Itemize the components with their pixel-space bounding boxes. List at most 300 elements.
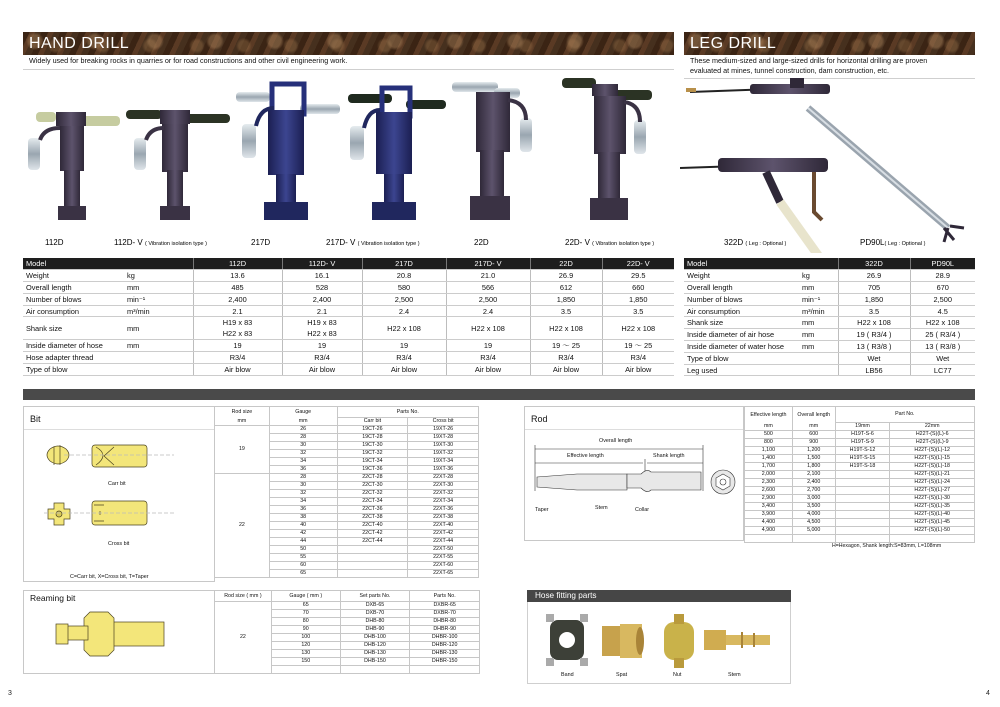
overall-cell: 2,400 <box>792 479 835 487</box>
effective-cell: 1,100 <box>745 447 793 455</box>
overall-cell: 3,000 <box>792 495 835 503</box>
spec-value: Wet <box>910 352 975 364</box>
p19-cell: H19T-S-6 <box>835 431 890 439</box>
spec-label: Inside diameter of hose <box>23 340 125 352</box>
drill-22d-v-image <box>562 78 652 220</box>
overall-length-label: Overall length <box>599 438 633 444</box>
spec-label: Air consumption <box>684 305 800 317</box>
spec-value: 13.6 <box>193 270 282 282</box>
hand-drill-title: HAND DRILL <box>29 35 130 52</box>
overall-cell: 1,800 <box>792 463 835 471</box>
gauge-cell: 70 <box>271 610 340 618</box>
spec-value: H22 x 108 <box>910 317 975 329</box>
leg-drill-spec-table <box>684 258 975 376</box>
effective-cell: 1,400 <box>745 455 793 463</box>
spec-value: H22 x 108 <box>446 317 530 340</box>
spec-value: H19 x 83 H22 x 83 <box>193 317 282 340</box>
spec-value: Air blow <box>362 364 446 376</box>
spec-value: Air blow <box>602 364 674 376</box>
spec-label: Shank size <box>23 317 125 340</box>
spec-value: 2,500 <box>910 293 975 305</box>
spec-value: H19 x 83 H22 x 83 <box>282 317 362 340</box>
table-row <box>745 447 975 455</box>
gauge-cell: 32 <box>269 450 337 458</box>
spec-value: LC77 <box>910 364 975 376</box>
spec-row <box>684 364 975 376</box>
spec-value: R3/4 <box>530 352 602 364</box>
spec-unit: mm <box>125 340 193 352</box>
cross-cell: 22XT-32 <box>408 490 479 498</box>
set-cell: DHB-120 <box>340 642 410 650</box>
bit-illustration-box <box>23 406 215 582</box>
drill-112d-image <box>28 112 120 220</box>
p22-cell: H22T-(S)(L)-27 <box>890 487 975 495</box>
spec-header-row: Model 322D PD90L <box>684 258 975 270</box>
drill-112d-v-image <box>126 110 230 220</box>
spec-value: 1,850 <box>530 293 602 305</box>
cross-cell: 22XT-34 <box>408 498 479 506</box>
spec-label: Weight <box>684 270 800 282</box>
spec-value: 2.4 <box>446 305 530 317</box>
part-cell: DHBR-80 <box>410 618 480 626</box>
page-number-right: 4 <box>986 690 990 697</box>
p22-cell: H22T-(S)(L)-12 <box>890 447 975 455</box>
spec-value: 580 <box>362 282 446 294</box>
gauge-cell: 32 <box>269 490 337 498</box>
effective-length-label: Effective length <box>567 453 604 459</box>
gauge-cell: 55 <box>269 554 337 562</box>
effective-cell: 2,300 <box>745 479 793 487</box>
gauge-cell: 38 <box>269 514 337 522</box>
spec-unit: min⁻¹ <box>125 293 193 305</box>
spec-label: Type of blow <box>684 352 800 364</box>
p22-cell: H22T-(S)(L)-18 <box>890 463 975 471</box>
spec-value: LB56 <box>838 364 910 376</box>
spec-unit <box>125 352 193 364</box>
effective-cell: 500 <box>745 431 793 439</box>
table-row <box>745 503 975 511</box>
spec-unit: mm <box>800 282 838 294</box>
carr-cell: 19CT-32 <box>337 450 408 458</box>
spec-label: Leg used <box>684 364 800 376</box>
part-cell: DHBR-130 <box>410 650 480 658</box>
spec-value: R3/4 <box>282 352 362 364</box>
page-number-left: 3 <box>8 690 12 697</box>
effective-cell: 2,600 <box>745 487 793 495</box>
set-cell <box>340 666 410 674</box>
gauge-cell: 42 <box>269 530 337 538</box>
hand-drill-photos <box>0 70 680 240</box>
overall-cell: 2,700 <box>792 487 835 495</box>
carr-cell <box>337 554 408 562</box>
carr-cell: 22CT-40 <box>337 522 408 530</box>
spec-value: 28.9 <box>910 270 975 282</box>
spec-value: 670 <box>910 282 975 294</box>
spec-value: 3.5 <box>602 305 674 317</box>
cross-cell: 22XT-36 <box>408 506 479 514</box>
spec-value: R3/4 <box>602 352 674 364</box>
spec-value: Air blow <box>446 364 530 376</box>
part-cell: DHBR-150 <box>410 658 480 666</box>
table-row <box>745 439 975 447</box>
leg-drill-banner <box>684 32 975 55</box>
cross-cell: 22XT-60 <box>408 562 479 570</box>
spec-value: Air blow <box>282 364 362 376</box>
spec-row <box>684 329 975 341</box>
taper-label: Taper <box>535 507 549 513</box>
p22-cell: H22T-(S)(L)-15 <box>890 455 975 463</box>
bit-legend: C=Carr bit, X=Cross bit, T=Taper <box>70 574 149 580</box>
nut-label: Nut <box>673 672 682 678</box>
table-row <box>745 495 975 503</box>
spec-value: 29.5 <box>602 270 674 282</box>
gauge-cell: 26 <box>269 426 337 434</box>
table-row <box>215 474 479 482</box>
spec-value: 19 <box>282 340 362 352</box>
gauge-cell: 34 <box>269 458 337 466</box>
spec-row <box>684 317 975 329</box>
spec-value: 25 ( R3/4 ) <box>910 329 975 341</box>
p19-cell: H19T-S-9 <box>835 439 890 447</box>
reaming-bit-icon <box>24 604 214 672</box>
spec-value: 660 <box>602 282 674 294</box>
p22-cell: H22T-(S)(L)-9 <box>890 439 975 447</box>
spec-label: Inside diameter of water hose <box>684 341 800 353</box>
part-cell <box>410 666 480 674</box>
table-row <box>215 602 480 610</box>
cross-cell: 19XT-34 <box>408 458 479 466</box>
reaming-bit-title: Reaming bit <box>30 593 76 603</box>
table-row <box>745 519 975 527</box>
p19-cell: H19T-S-18 <box>835 463 890 471</box>
spec-value: 19 ～ 25 <box>530 340 602 352</box>
hand-drill-spec-table <box>23 258 674 376</box>
p19-cell <box>835 511 890 519</box>
drill-217d-image <box>236 84 340 220</box>
table-row <box>745 511 975 519</box>
spec-value: 4.5 <box>910 305 975 317</box>
spec-unit <box>800 364 838 376</box>
spec-value: 21.0 <box>446 270 530 282</box>
set-cell: DHB-150 <box>340 658 410 666</box>
carr-bit-icon <box>47 445 174 467</box>
overall-cell: 4,500 <box>792 519 835 527</box>
p19-cell: H19T-S-12 <box>835 447 890 455</box>
drill-217d-v-image <box>348 88 446 220</box>
rod-title: Rod <box>525 407 743 430</box>
gauge-cell: 30 <box>269 482 337 490</box>
gauge-cell: 90 <box>271 626 340 634</box>
spec-row <box>23 293 674 305</box>
cross-cell: 19XT-30 <box>408 442 479 450</box>
p19-cell <box>835 535 890 543</box>
carr-cell <box>337 570 408 578</box>
p19-cell <box>835 519 890 527</box>
table-row <box>745 471 975 479</box>
spec-unit: mm <box>800 341 838 353</box>
rod-size-cell: 19 <box>215 426 270 474</box>
section-divider <box>23 389 975 400</box>
spec-value: 19 <box>193 340 282 352</box>
effective-cell: 3,400 <box>745 503 793 511</box>
p19-cell <box>835 487 890 495</box>
part-cell: DXBR-70 <box>410 610 480 618</box>
spec-value: H22 x 108 <box>838 317 910 329</box>
spec-unit: mm <box>125 317 193 340</box>
spec-value: Wet <box>838 352 910 364</box>
gauge-cell: 28 <box>269 474 337 482</box>
effective-cell: 3,900 <box>745 511 793 519</box>
spec-row <box>23 282 674 294</box>
leg-drill-photo <box>680 78 980 253</box>
set-cell: DXB-70 <box>340 610 410 618</box>
part-cell: DHBR-120 <box>410 642 480 650</box>
carr-cell: 22CT-36 <box>337 506 408 514</box>
effective-cell: 800 <box>745 439 793 447</box>
shank-length-label: Shank length <box>653 453 685 459</box>
overall-cell: 4,000 <box>792 511 835 519</box>
part-cell: DHBR-90 <box>410 626 480 634</box>
cross-cell: 22XT-42 <box>408 530 479 538</box>
table-row <box>745 487 975 495</box>
gauge-cell: 50 <box>269 546 337 554</box>
spat-label: Spat <box>616 672 628 678</box>
spec-value: H22 x 108 <box>362 317 446 340</box>
gauge-cell: 34 <box>269 498 337 506</box>
p22-cell: H22T-(S)(L)-40 <box>890 511 975 519</box>
p19-cell <box>835 471 890 479</box>
reaming-bit-table: Rod size ( mm ) Gauge ( mm ) Set parts No. Parts No. 22 65 DXB-65 DXBR-65 70 DXB-70 DXBR-70 80 DHB-80 DHBR-80 90 DHB-90 DHBR-90 100 DHB-100 DHBR-100 120 DHB-120 DHBR-120 130 DHB-130 DHBR-130 150 DHB-150 DHBR-150 <box>214 590 480 674</box>
cross-cell: 22XT-65 <box>408 570 479 578</box>
overall-cell: 5,000 <box>792 527 835 535</box>
spec-row <box>684 293 975 305</box>
spec-row <box>684 341 975 353</box>
spec-value: 19 <box>446 340 530 352</box>
cross-cell: 22XT-38 <box>408 514 479 522</box>
effective-cell: 4,900 <box>745 527 793 535</box>
carr-cell: 19CT-34 <box>337 458 408 466</box>
carr-cell: 22CT-32 <box>337 490 408 498</box>
spec-value: H22 x 108 <box>530 317 602 340</box>
spec-row <box>684 270 975 282</box>
leg-drill-title: LEG DRILL <box>690 35 777 52</box>
spec-value: 19 <box>362 340 446 352</box>
leg-drill-description: These medium-sized and large-sized drills for horizontal drilling are proven evaluated at mines, tunnel construction, dam construction, etc. <box>684 56 975 79</box>
cross-cell: 22XT-40 <box>408 522 479 530</box>
gauge-cell: 30 <box>269 442 337 450</box>
table-row <box>745 535 975 543</box>
spec-row <box>23 317 674 340</box>
spec-value: 2.1 <box>193 305 282 317</box>
overall-cell: 900 <box>792 439 835 447</box>
spec-value: 3.5 <box>530 305 602 317</box>
spec-label: Number of blows <box>684 293 800 305</box>
spec-value: 2.1 <box>282 305 362 317</box>
caption-22d-v: 22D- V ( Vibration isolation type ) <box>565 238 655 247</box>
spec-row <box>23 364 674 376</box>
carr-cell: 22CT-38 <box>337 514 408 522</box>
overall-cell <box>792 535 835 543</box>
caption-22d: 22D <box>474 238 489 247</box>
spec-unit: mm <box>800 317 838 329</box>
caption-322d: 322D ( Leg : Optional ) <box>724 238 787 247</box>
rod-size-cell: 22 <box>215 602 272 674</box>
caption-pd90l: PD90L( Leg : Optional ) <box>860 238 926 247</box>
bit-drawings <box>24 431 214 581</box>
set-cell: DHB-80 <box>340 618 410 626</box>
gauge-cell: 120 <box>271 642 340 650</box>
spec-value: 16.1 <box>282 270 362 282</box>
spec-value: 2,400 <box>282 293 362 305</box>
p19-cell <box>835 503 890 511</box>
p22-cell <box>890 535 975 543</box>
p19-cell <box>835 479 890 487</box>
hose-fitting-title: Hose fitting parts <box>527 590 791 602</box>
spec-value: 1,850 <box>602 293 674 305</box>
cross-cell: 22XT-50 <box>408 546 479 554</box>
spec-unit: kg <box>125 270 193 282</box>
spec-unit <box>125 364 193 376</box>
p22-cell: H22T-(S)(L)-50 <box>890 527 975 535</box>
cross-cell: 22XT-28 <box>408 474 479 482</box>
spec-row <box>23 352 674 364</box>
spec-label: Overall length <box>684 282 800 294</box>
drill-22d-image <box>452 82 532 220</box>
part-cell: DHBR-100 <box>410 634 480 642</box>
spec-unit: kg <box>800 270 838 282</box>
hand-drill-banner <box>23 32 674 55</box>
overall-cell: 1,200 <box>792 447 835 455</box>
spec-value: 13 ( R3/8 ) <box>910 341 975 353</box>
overall-cell: 600 <box>792 431 835 439</box>
spec-label: Type of blow <box>23 364 125 376</box>
p22-cell: H22T-(S)(L)-30 <box>890 495 975 503</box>
bit-title: Bit <box>24 407 214 430</box>
spec-value: 2,500 <box>362 293 446 305</box>
rod-size-cell: 22 <box>215 474 270 578</box>
spec-value: 2,500 <box>446 293 530 305</box>
spec-value: 485 <box>193 282 282 294</box>
gauge-cell: 65 <box>271 602 340 610</box>
table-row <box>745 455 975 463</box>
overall-cell: 3,500 <box>792 503 835 511</box>
cross-cell: 19XT-26 <box>408 426 479 434</box>
cross-cell: 19XT-36 <box>408 466 479 474</box>
table-row <box>745 431 975 439</box>
gauge-cell: 36 <box>269 506 337 514</box>
spec-value: 566 <box>446 282 530 294</box>
stem-icon <box>704 630 770 650</box>
spec-row <box>684 352 975 364</box>
carr-bit-label: Carr bit <box>108 481 126 487</box>
table-row <box>745 527 975 535</box>
carr-cell: 19CT-36 <box>337 466 408 474</box>
spec-value: R3/4 <box>193 352 282 364</box>
spec-value: 19 ～ 25 <box>602 340 674 352</box>
spec-value: 612 <box>530 282 602 294</box>
gauge-cell: 36 <box>269 466 337 474</box>
carr-cell: 22CT-30 <box>337 482 408 490</box>
rod-footnote: H=Hexagon, Shank length:S=83mm, L=108mm <box>832 543 942 549</box>
nut-icon <box>664 614 694 668</box>
overall-cell: 2,100 <box>792 471 835 479</box>
cross-cell: 19XT-32 <box>408 450 479 458</box>
spec-label: Hose adapter thread <box>23 352 125 364</box>
spec-value: 19 ( R3/4 ) <box>838 329 910 341</box>
effective-cell: 2,000 <box>745 471 793 479</box>
spec-row <box>23 305 674 317</box>
spec-label: Overall length <box>23 282 125 294</box>
p19-cell: H19T-S-15 <box>835 455 890 463</box>
rod-illustration-box <box>524 406 744 541</box>
p22-cell: H22T-(S)(L)-21 <box>890 471 975 479</box>
p22-cell: H22T-(S)(L)-35 <box>890 503 975 511</box>
cross-cell: 22XT-30 <box>408 482 479 490</box>
carr-cell: 19CT-28 <box>337 434 408 442</box>
spec-row <box>23 270 674 282</box>
reaming-bit-box <box>23 590 215 674</box>
gauge-cell: 40 <box>269 522 337 530</box>
carr-cell: 19CT-30 <box>337 442 408 450</box>
p22-cell: H22T-(S)(L)-6 <box>890 431 975 439</box>
caption-217d: 217D <box>251 238 271 247</box>
spec-value: 20.8 <box>362 270 446 282</box>
gauge-cell: 150 <box>271 658 340 666</box>
band-icon <box>546 614 588 666</box>
gauge-cell: 130 <box>271 650 340 658</box>
effective-cell: 1,700 <box>745 463 793 471</box>
gauge-cell: 44 <box>269 538 337 546</box>
spec-label: Air consumption <box>23 305 125 317</box>
cross-bit-icon <box>44 501 174 525</box>
overall-cell: 1,500 <box>792 455 835 463</box>
effective-cell: 2,900 <box>745 495 793 503</box>
caption-112d: 112D <box>45 238 64 247</box>
caption-112d-v: 112D- V ( Vibration isolation type ) <box>114 238 207 247</box>
gauge-cell: 100 <box>271 634 340 642</box>
spec-value: 26.9 <box>838 270 910 282</box>
spec-value: 528 <box>282 282 362 294</box>
gauge-cell: 80 <box>271 618 340 626</box>
table-row <box>745 463 975 471</box>
p19-cell <box>835 527 890 535</box>
cross-cell: 22XT-55 <box>408 554 479 562</box>
stem-label: Stem <box>728 672 741 678</box>
spec-value: H22 x 108 <box>602 317 674 340</box>
spec-unit: m³/min <box>800 305 838 317</box>
cross-cell: 22XT-44 <box>408 538 479 546</box>
carr-cell <box>337 562 408 570</box>
gauge-cell: 65 <box>269 570 337 578</box>
spec-value: 3.5 <box>838 305 910 317</box>
spec-label: Weight <box>23 270 125 282</box>
hand-drill-description: Widely used for breaking rocks in quarries or for road constructions and other civil engineering work. <box>23 56 674 70</box>
part-cell: DXBR-65 <box>410 602 480 610</box>
gauge-cell: 28 <box>269 434 337 442</box>
set-cell: DHB-130 <box>340 650 410 658</box>
cross-bit-label: Cross bit <box>108 541 130 547</box>
set-cell: DXB-65 <box>340 602 410 610</box>
spat-icon <box>602 624 644 658</box>
spec-label: Number of blows <box>23 293 125 305</box>
gauge-cell <box>271 666 340 674</box>
spec-value: 1,850 <box>838 293 910 305</box>
spec-unit: min⁻¹ <box>800 293 838 305</box>
spec-row <box>684 282 975 294</box>
stem-label: Stem <box>595 505 608 511</box>
cross-cell: 19XT-28 <box>408 434 479 442</box>
p22-cell: H22T-(S)(L)-45 <box>890 519 975 527</box>
